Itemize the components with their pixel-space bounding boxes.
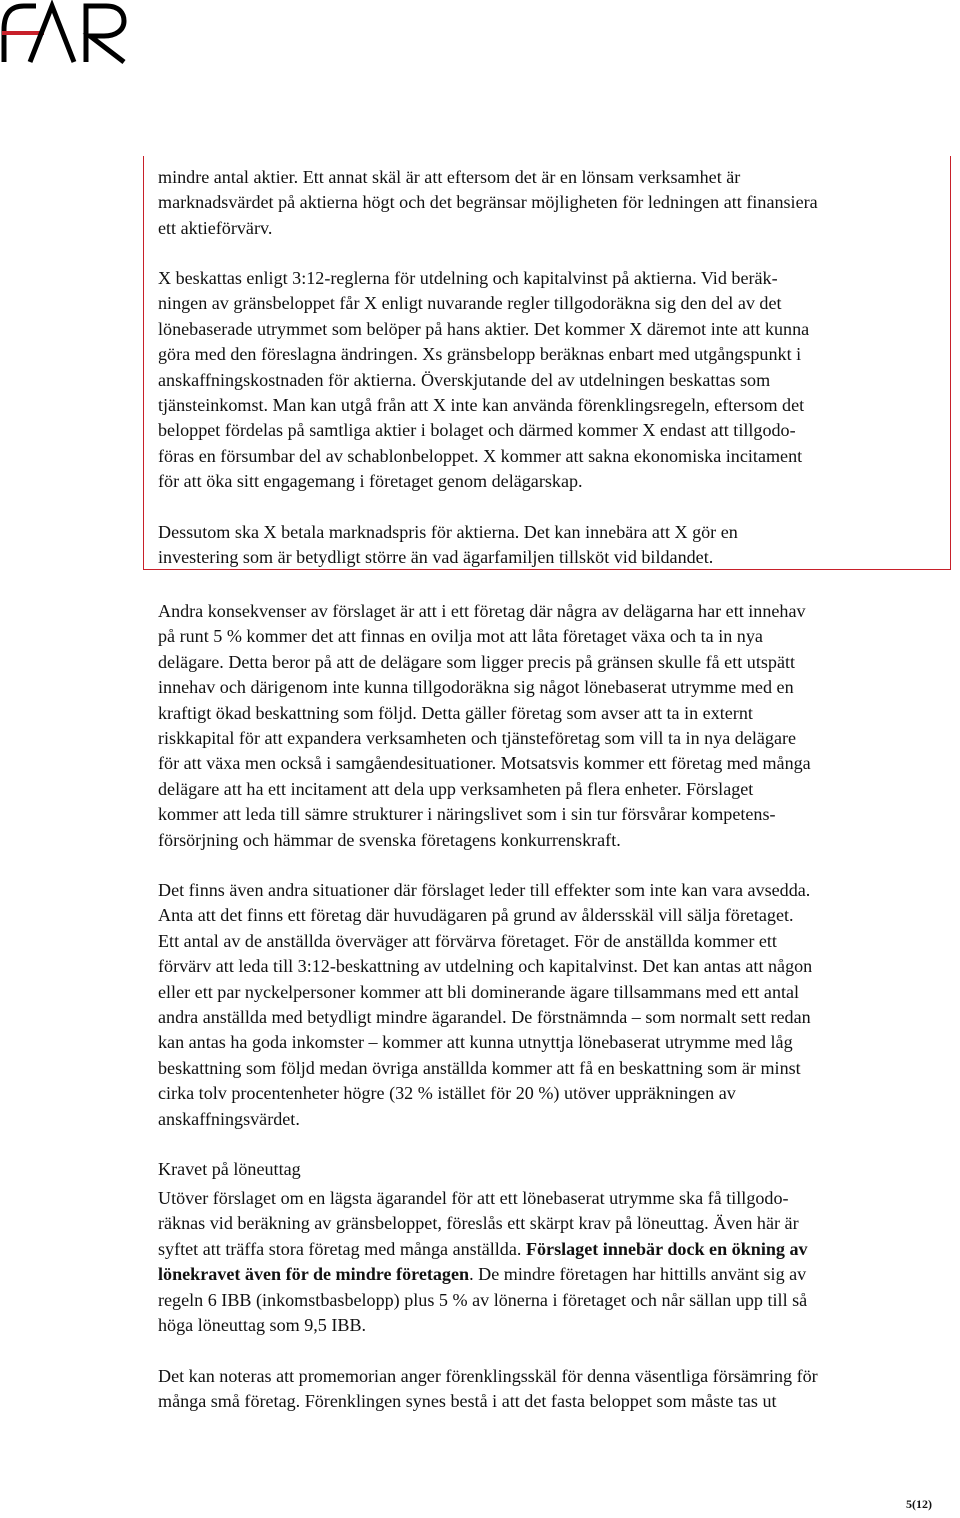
paragraph-5 bbox=[158, 878, 948, 1132]
paragraph-3 bbox=[158, 520, 948, 571]
text-run: syftet att träffa stora företag med många anställda. bbox=[158, 1238, 526, 1259]
text-line: Det finns även andra situationer där förslaget leder till effekter som inte kan vara avsedda. bbox=[158, 880, 811, 900]
text-line: cirka tolv procentenheter högre (32 % istället för 20 %) utöver uppräkningen av bbox=[158, 1083, 736, 1104]
paragraph-1 bbox=[158, 165, 948, 241]
text-line: Anta att det finns ett företag där huvudägaren på grund av åldersskäl vill sälja företaget. bbox=[158, 905, 794, 926]
text-line: innehav och därigenom inte kunna tillgodoräkna sig något lönebaserat utrymme med en bbox=[158, 677, 794, 698]
text-line: Utöver förslaget om en lägsta ägarandel för att ett lönebaserat utrymme ska få tillgodo- bbox=[158, 1188, 789, 1208]
page-number: 5(12) bbox=[906, 1497, 932, 1511]
text-line: förvärv att leda till 3:12-beskattning av utdelning och kapitalvinst. Det kan antas att någon bbox=[158, 956, 813, 977]
text-line: höga löneuttag som 9,5 IBB. bbox=[158, 1315, 367, 1336]
text-line: anskaffningskostnaden för aktierna. Överskjutande del av utdelningen beskattas som bbox=[158, 369, 771, 390]
text-line: göra med den föreslagna ändringen. Xs gränsbelopp beräknas enbart med utgångspunkt i bbox=[158, 344, 802, 365]
text-line-mixed bbox=[158, 1237, 948, 1262]
paragraph-6 bbox=[158, 1186, 948, 1338]
bold-text: Förslaget innebär dock en ökning av bbox=[525, 1238, 808, 1259]
text-line: regeln 6 IBB (inkomstbasbelopp) plus 5 % av lönerna i företaget och når sällan upp till så bbox=[158, 1289, 808, 1310]
text-line: föras en försumbar del av schablonbeloppet. X kommer att sakna ekonomiska incitament bbox=[158, 445, 803, 466]
text-line: beskattning som följd medan övriga anställda kommer att få en beskattning som är minst bbox=[158, 1057, 801, 1078]
text-line: Ett antal av de anställda överväger att förvärva företaget. För de anställda kommer ett bbox=[158, 930, 777, 951]
text-line: kan antas ha goda inkomster – kommer att kunna utnyttja lönebaserat utrymme med låg bbox=[158, 1032, 793, 1053]
text-line: Det kan noteras att promemorian anger förenklingsskäl för denna väsentliga försämring för bbox=[158, 1366, 818, 1386]
text-line: för att öka sitt engagemang i företaget genom delägarskap. bbox=[158, 471, 583, 492]
text-line: för att växa men också i samgåendesituationer. Motsatsvis kommer ett företag med många bbox=[158, 753, 811, 774]
text-line: X beskattas enligt 3:12-reglerna för utdelning och kapitalvinst på aktierna. Vid beräk- bbox=[158, 268, 778, 288]
text-run: . De mindre företagen har hittills använt sig av bbox=[469, 1264, 807, 1285]
text-line: Dessutom ska X betala marknadspris för aktierna. Det kan innebära att X gör en bbox=[158, 522, 738, 542]
text-line: många små företag. Förenklingen synes bestå i att det fasta beloppet som måste tas ut bbox=[158, 1391, 777, 1412]
text-line: ningen av gränsbeloppet får X enligt nuvarande regler tillgodoräkna sig den del av det bbox=[158, 293, 782, 314]
text-line: andra anställda med betydligt mindre ägarandel. De förstnämnda – som normalt sett redan bbox=[158, 1007, 811, 1028]
section-heading: Kravet på löneuttag bbox=[158, 1159, 301, 1179]
text-line: eller ett par nyckelpersoner kommer att bli dominerande ägare tillsammans med ett antal bbox=[158, 981, 800, 1002]
text-line: kommer att leda till sämre strukturer i näringslivet som i sin tur försvårar kompetens- bbox=[158, 804, 776, 825]
bold-text: lönekravet även för de mindre företagen bbox=[158, 1264, 470, 1285]
text-line: mindre antal aktier. Ett annat skäl är att eftersom det är en lönsam verksamhet är bbox=[158, 167, 741, 187]
text-line: kraftigt ökad beskattning som följd. Detta gäller företag som avser att ta in externt bbox=[158, 702, 753, 723]
text-line: försörjning och hämmar de svenska företagens konkurrenskraft. bbox=[158, 829, 621, 850]
text-line: Andra konsekvenser av förslaget är att i ett företag där några av delägarna har ett innehav bbox=[158, 601, 806, 621]
paragraph-7 bbox=[158, 1364, 948, 1415]
text-line: lönebaserade utrymmet som belöper på hans aktier. Det kommer X däremot inte att kunna bbox=[158, 318, 810, 339]
far-logo bbox=[0, 0, 132, 66]
text-line: investering som är betydligt större än vad ägarfamiljen tillsköt vid bildandet. bbox=[158, 547, 714, 568]
text-line: räknas vid beräkning av gränsbeloppet, föreslås ett skärpt krav på löneuttag. Även här är bbox=[158, 1213, 799, 1234]
text-line: delägare. Detta beror på att de delägare som ligger precis på gränsen skulle få ett utspätt bbox=[158, 651, 796, 672]
text-line: delägare att ha ett incitament att dela upp verksamheten på flera enheter. Förslaget bbox=[158, 778, 754, 799]
paragraph-2 bbox=[158, 266, 948, 495]
text-line: anskaffningsvärdet. bbox=[158, 1108, 300, 1129]
text-line: riskkapital för att expandera verksamheten och tjänsteföretag som vill ta in nya delägare bbox=[158, 728, 797, 749]
text-line-mixed bbox=[158, 1262, 948, 1287]
text-line: beloppet fördelas på samtliga aktier i bolaget och därmed kommer X endast att tillgodo- bbox=[158, 420, 796, 441]
text-line: ett aktieförvärv. bbox=[158, 217, 273, 238]
text-line: marknadsvärdet på aktierna högt och det begränsar möjligheten för ledningen att finansiera bbox=[158, 192, 818, 213]
text-line: på runt 5 % kommer det att finnas en ovilja mot att låta företaget växa och ta in nya bbox=[158, 626, 763, 647]
paragraph-4 bbox=[158, 599, 948, 853]
text-line: tjänsteinkomst. Man kan utgå från att X inte kan använda förenklingsregeln, eftersom det bbox=[158, 395, 805, 416]
